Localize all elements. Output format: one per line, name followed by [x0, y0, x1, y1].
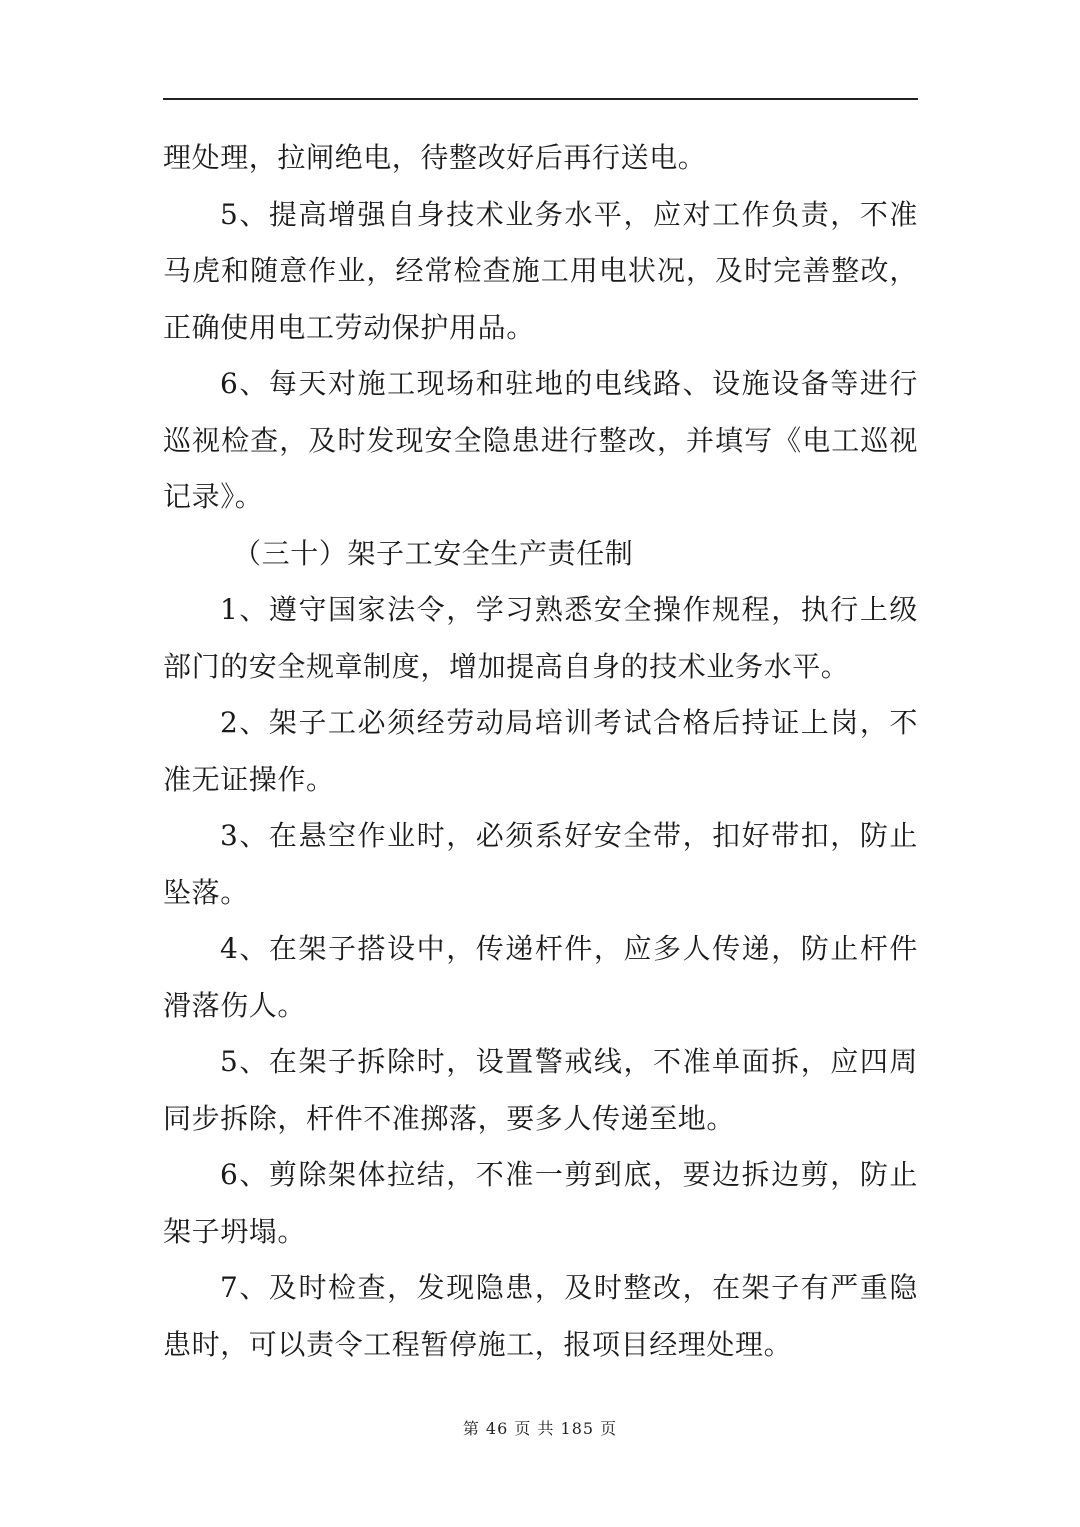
paragraph-scaffolder-item-5: 5、在架子拆除时，设置警戒线，不准单面拆，应四周同步拆除，杆件不准掷落，要多人传递至地。: [163, 1045, 918, 1135]
document-body: [163, 130, 918, 1373]
header-rule: [163, 98, 918, 100]
paragraph-scaffolder-item-3: 3、在悬空作业时，必须系好安全带，扣好带扣，防止坠落。: [163, 819, 918, 909]
paragraph-electrician-item-5: 5、提高增强自身技术业务水平，应对工作负责，不准马虎和随意作业，经常检查施工用电状况，及时完善整改，正确使用电工劳动保护用品。: [163, 197, 918, 344]
section-heading-scaffolder: （三十）架子工安全生产责任制: [233, 536, 634, 570]
paragraph-scaffolder-item-4: 4、在架子搭设中，传递杆件，应多人传递，防止杆件滑落伤人。: [163, 932, 918, 1022]
paragraph-scaffolder-item-7: 7、及时检查，发现隐患，及时整改，在架子有严重隐患时，可以责令工程暂停施工，报项目经理处理。: [163, 1271, 918, 1361]
paragraph-scaffolder-item-1: 1、遵守国家法令，学习熟悉安全操作规程，执行上级部门的安全规章制度，增加提高自身的技术业务水平。: [163, 593, 918, 683]
paragraph-scaffolder-item-2: 2、架子工必须经劳动局培训考试合格后持证上岗，不准无证操作。: [163, 706, 918, 796]
paragraph-scaffolder-item-6: 6、剪除架体拉结，不准一剪到底，要边拆边剪，防止架子坍塌。: [163, 1158, 918, 1248]
page-number-footer: 第 46 页 共 185 页: [462, 1419, 618, 1438]
paragraph-continuation: 理处理，拉闸绝电，待整改好后再行送电。: [163, 141, 707, 174]
paragraph-electrician-item-6: 6、每天对施工现场和驻地的电线路、设施设备等进行巡视检查，及时发现安全隐患进行整改，并填写《电工巡视记录》。: [163, 367, 918, 513]
